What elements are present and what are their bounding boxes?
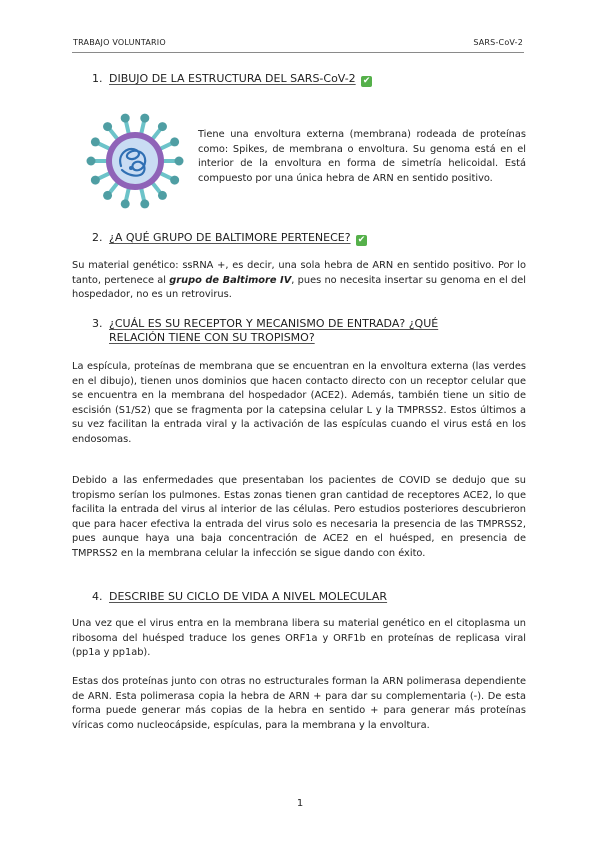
header-right: SARS-CoV-2: [473, 38, 523, 47]
section-3-heading: [92, 317, 526, 345]
spike-head: [121, 199, 130, 208]
section-1-text: Tiene una envoltura externa (membrana) rodeada de proteínas como: Spikes, de membrana o envoltura. Su genoma está en el interior de la envoltura en forma de simetría helicoidal. Está compuesto por una única hebra de ARN en sentido positivo.: [198, 129, 526, 184]
baltimore-group: grupo de Baltimore IV: [169, 274, 292, 286]
section-4-paragraph-1: Una vez que el virus entra en la membrana libera su material genético en el citoplasma un ribosoma del huésped traduce los genes ORF1a y ORF1b en proteínas de replicasa viral (pp1a y pp1ab).: [72, 618, 526, 659]
virus-illustration: [84, 110, 186, 212]
section-1-title: DIBUJO DE LA ESTRUCTURA DEL SARS-CoV-2: [109, 72, 356, 85]
viral-interior: [112, 138, 158, 184]
section-3-paragraph-1: La espícula, proteínas de membrana que se encuentran en la envoltura externa (las verdes en el dibujo), tienen unos dominios que hacen contacto directo con un receptor celular que se encuentra en la membrana del hospedador (ACE2). Además, también tiene un sitio de escisión (S1/S2) que se fragmenta por la catepsina celular L y la TMPRSS2. Estos últimos a su vez facilitan la entrada viral y la activación de las espículas cuando el virus está en los endosomas.: [72, 361, 526, 445]
section-2-title: ¿A QUÉ GRUPO DE BALTIMORE PERTENECE?: [109, 231, 351, 244]
section-2-number: 2.: [92, 231, 103, 244]
section-4-title: DESCRIBE SU CICLO DE VIDA A NIVEL MOLECULAR: [109, 590, 388, 603]
section-4-paragraph-2: Estas dos proteínas junto con otras no estructurales forman la ARN polimerasa dependiente de ARN. Esta polimerasa copia la hebra de ARN + para dar su complementaria (-). De esta forma puede generar más copias de la hebra en sentido + para generar más proteínas víricas como nucleocápside, espículas, para la membrana y la envoltura.: [72, 676, 526, 731]
section-3-title-line-2: RELACIÓN TIENE CON SU TROPISMO?: [109, 331, 315, 344]
spike-head: [158, 191, 167, 200]
spike-head: [140, 114, 149, 123]
section-4-heading: [92, 590, 387, 604]
section-1-number: 1.: [92, 72, 103, 85]
section-4-number: 4.: [92, 590, 103, 603]
spike-head: [140, 199, 149, 208]
check-mark-icon: ✔: [357, 235, 366, 245]
section-1-heading: [92, 72, 372, 87]
genome-end: [129, 166, 133, 170]
section-3-title-line-1: ¿CUÁL ES SU RECEPTOR Y MECANISMO DE ENTRADA? ¿QUÉ: [109, 317, 439, 330]
spike-head: [158, 122, 167, 131]
page-number: 1: [296, 798, 304, 809]
spike-head: [103, 122, 112, 131]
section-3-paragraph-2: Debido a las enfermedades que presentaban los pacientes de COVID se dedujo que su tropismo serían los pulmones. Estas zonas tienen gran cantidad de receptores ACE2, lo que facilita la entrada del virus al interior de las células. Pero estudios posteriores descubrieron que para hacer efectiva la entrada del virus solo es necesaria la presencia de las TMPRSS2, pues aunque haya una baja concentración de ACE2 en el huésped, en presencia de TMPRSS2 en la membrana celular la infección se sigue dando con éxito.: [72, 475, 526, 559]
spike-head: [103, 191, 112, 200]
spike-head: [170, 137, 179, 146]
header-left: TRABAJO VOLUNTARIO: [73, 38, 166, 47]
section-2-text-b: , pues no necesita insertar su genoma en el del hospedador, no es un retrovirus.: [72, 274, 527, 301]
header-rule: [72, 52, 524, 53]
spike-head: [87, 157, 96, 166]
section-3-number: 3.: [92, 317, 103, 330]
section-2-text: [72, 259, 526, 303]
section-2-text-a: Su material genético: ssRNA +, es decir, una sola hebra de ARN en sentido positivo. Por lo tanto, pertenece al: [72, 260, 526, 286]
check-mark-icon: ✔: [362, 76, 371, 86]
section-2-heading: [92, 231, 367, 246]
spike-head: [175, 157, 184, 166]
spike-head: [121, 114, 130, 123]
spike-head: [91, 176, 100, 185]
spike-head: [91, 137, 100, 146]
spike-head: [170, 176, 179, 185]
